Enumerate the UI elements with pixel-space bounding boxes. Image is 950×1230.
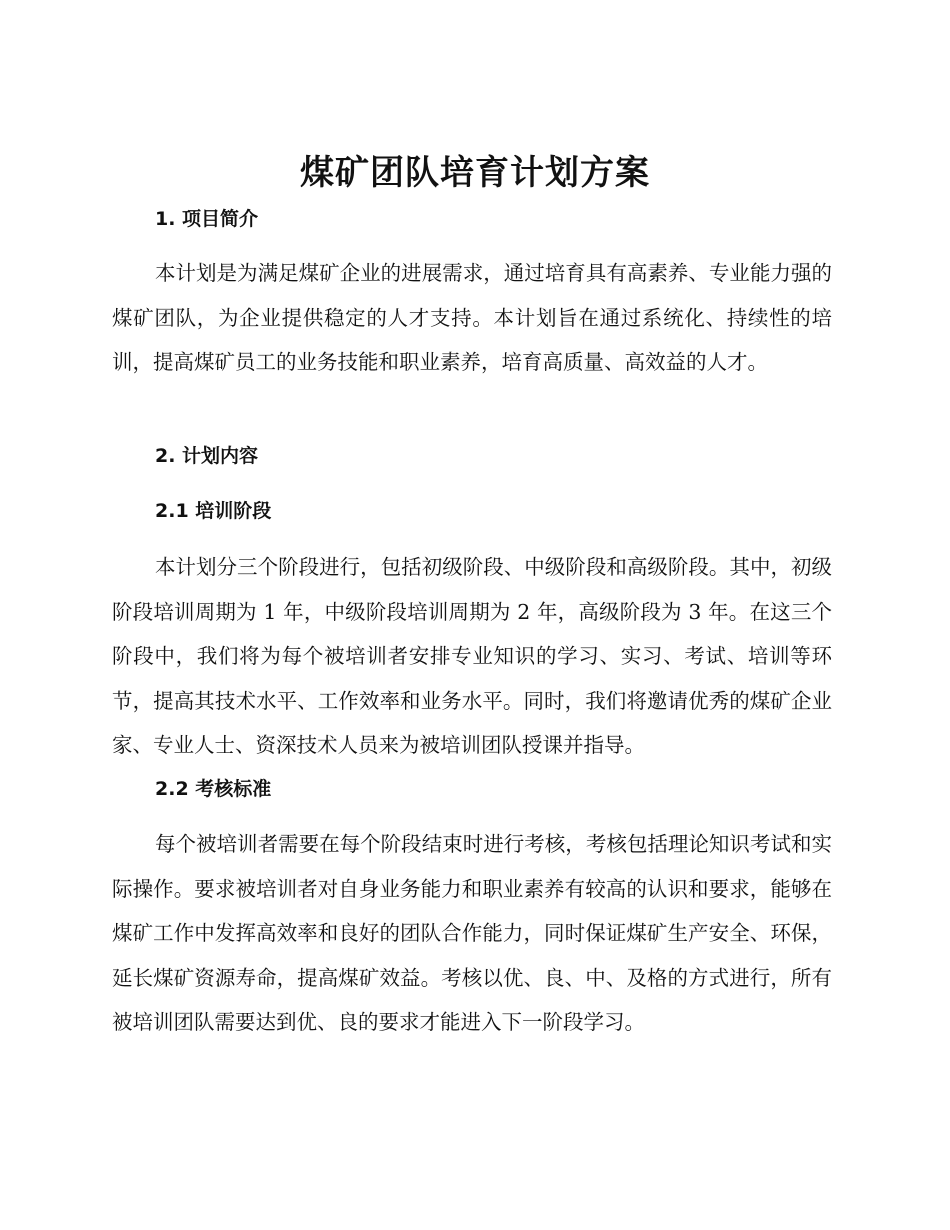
paragraph-assessment-criteria: 每个被培训者需要在每个阶段结束时进行考核，考核包括理论知识考试和实际操作。要求被培训者对自身业务能力和职业素养有较高的认识和要求，能够在煤矿工作中发挥高效率和良好的团队合作能力，同时保证煤矿生产安全、环保，延长煤矿资源寿命，提高煤矿效益。考核以优、良、中、及格的方式进行，所有被培训团队需要达到优、良的要求才能进入下一阶段学习。 (112, 832, 832, 1034)
section-heading-plan-content: 2. 计划内容 (155, 445, 259, 467)
paragraph-project-intro: 本计划是为满足煤矿企业的进展需求，通过培育具有高素养、专业能力强的煤矿团队，为企业提供稳定的人才支持。本计划旨在通过系统化、持续性的培训，提高煤矿员工的业务技能和职业素养，培育高质量、高效益的人才。 (112, 261, 832, 374)
paragraph-training-stages: 本计划分三个阶段进行，包括初级阶段、中级阶段和高级阶段。其中，初级阶段培训周期为 1 年，中级阶段培训周期为 2 年，高级阶段为 3 年。在这三个阶段中，我们将为每个被培训者安排专业知识的学习、实习、考试、培训等环节，提高其技术水平、工作效率和业务水平。同时，我们将邀请优秀的煤矿企业家、专业人士、资深技术人员来为被培训团队授课并指导。 (112, 555, 832, 757)
section-heading-training-stages: 2.1 培训阶段 (155, 500, 272, 522)
section-heading-project-intro: 1. 项目简介 (155, 208, 259, 230)
section-heading-assessment-criteria: 2.2 考核标准 (155, 778, 272, 800)
document-title: 煤矿团队培育计划方案 (300, 153, 650, 193)
